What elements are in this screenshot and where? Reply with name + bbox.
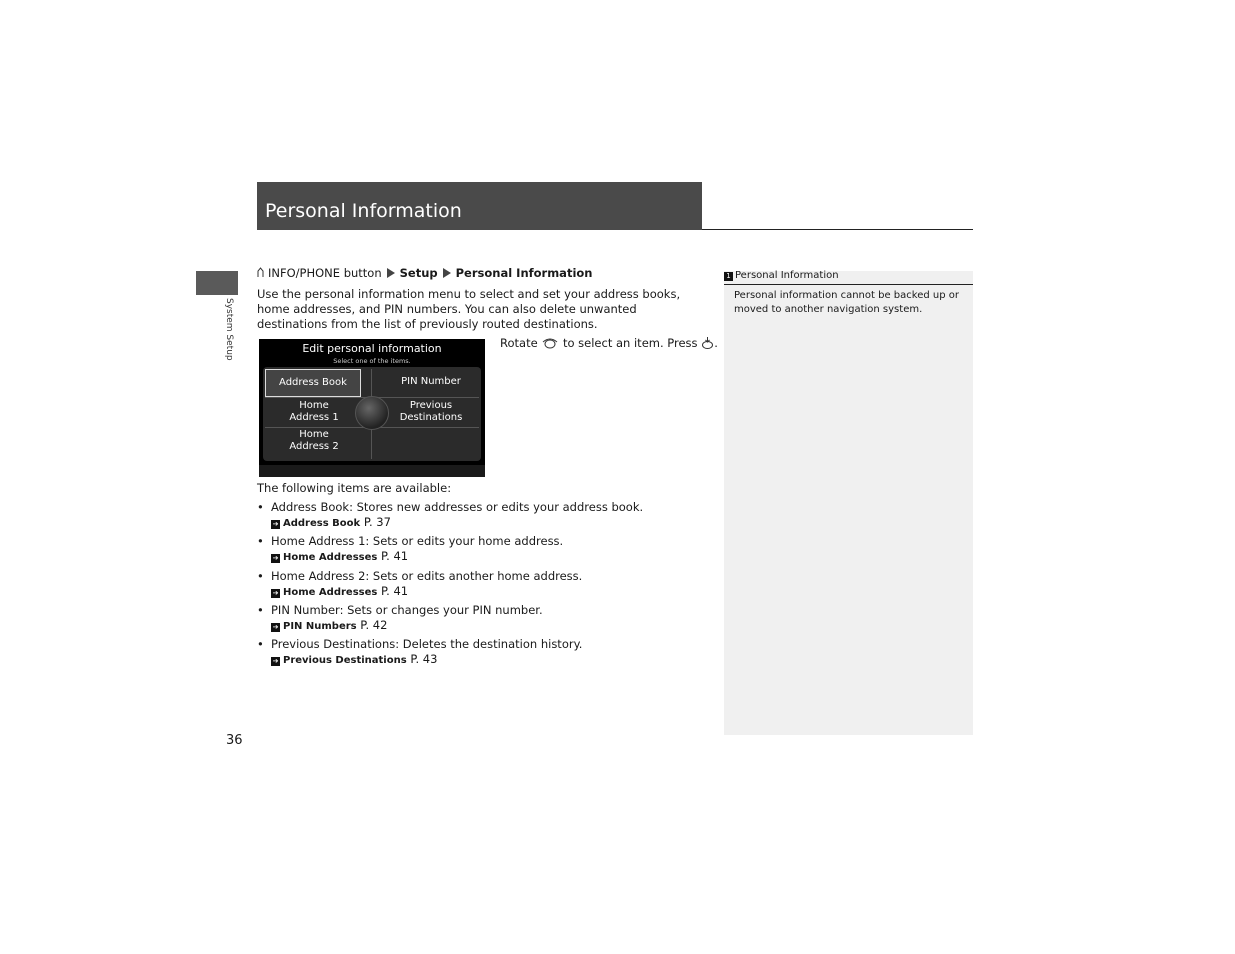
menu-item-home-address-2: [269, 429, 359, 453]
breadcrumb-start: INFO/PHONE button: [268, 266, 382, 280]
menu-item-label: Address 2: [289, 441, 339, 452]
item-desc: : Sets or edits your home address.: [365, 534, 564, 548]
side-note-panel: [724, 271, 973, 735]
ref-title: Address Book: [283, 518, 361, 529]
side-note-body: Personal information cannot be backed up or moved to another navigation system.: [734, 290, 959, 315]
item-name: Previous Destinations: [271, 637, 396, 651]
menu-item-label: Destinations: [399, 412, 463, 423]
side-note-heading: [724, 270, 839, 281]
side-tab-marker: [196, 271, 238, 295]
bullet-icon: •: [257, 603, 264, 617]
list-item: [257, 534, 563, 548]
nav-screen-illustration: [259, 339, 485, 477]
interface-dial-icon: [541, 337, 559, 349]
bullet-icon: •: [257, 569, 264, 583]
cross-ref-arrow-icon: ➔: [272, 554, 279, 562]
menu-item-previous-destinations: [379, 400, 483, 424]
screen-subtitle: Select one of the items.: [333, 357, 411, 365]
header-rule: [702, 229, 973, 230]
item-desc: : Sets or edits another home address.: [365, 569, 583, 583]
bullet-icon: •: [257, 534, 264, 548]
cross-reference-link[interactable]: [271, 515, 391, 529]
breadcrumb-arrow-icon: [387, 268, 395, 278]
rotate-text: .: [714, 336, 718, 350]
screen-title: Edit personal information: [302, 342, 442, 355]
item-name: PIN Number: [271, 603, 340, 617]
cross-ref-arrow-icon: ➔: [272, 520, 279, 528]
press-dial-icon: [701, 337, 714, 349]
item-name: Address Book: [271, 500, 350, 514]
menu-item-pin-number: PIN Number: [401, 376, 461, 387]
ref-page: P. 37: [360, 515, 391, 529]
ref-page: P. 41: [377, 584, 409, 598]
bullet-icon: •: [257, 500, 264, 514]
item-desc: : Stores new addresses or edits your address book.: [349, 500, 644, 514]
side-note-rule: [724, 284, 973, 285]
cross-reference-link[interactable]: [271, 549, 408, 563]
ref-title: Home Addresses: [283, 587, 378, 598]
ref-page: P. 43: [406, 652, 438, 666]
menu-item-label: Previous: [409, 400, 453, 411]
cross-reference-link[interactable]: [271, 584, 408, 598]
item-desc: : Deletes the destination history.: [395, 637, 583, 651]
item-name: Home Address 1: [271, 534, 366, 548]
menu-item-label: Address 1: [289, 412, 339, 423]
menu-item-label: Home: [299, 429, 329, 440]
cross-reference-link[interactable]: [271, 618, 387, 632]
ref-title: PIN Numbers: [283, 621, 357, 632]
rotate-text: Rotate: [500, 336, 538, 350]
note-marker-icon: 1: [724, 272, 733, 281]
menu-item-label: Address Book: [279, 377, 347, 388]
breadcrumb-step-personal: Personal Information: [455, 266, 593, 280]
page-title: Personal Information: [265, 200, 462, 222]
side-note-title: Personal Information: [735, 270, 839, 281]
ref-page: P. 41: [377, 549, 409, 563]
available-items-intro: The following items are available:: [257, 481, 452, 495]
menu-item-label: Home: [299, 400, 329, 411]
rotate-instruction: [500, 336, 718, 350]
screen-footer: [259, 465, 485, 477]
cross-ref-arrow-icon: ➔: [272, 589, 279, 597]
bullet-icon: •: [257, 637, 264, 651]
page-number: 36: [226, 733, 243, 748]
ref-title: Home Addresses: [283, 552, 378, 563]
list-item: [257, 637, 582, 651]
menu-item-home-address-1: [269, 400, 359, 424]
ref-page: P. 42: [356, 618, 388, 632]
list-item: [257, 500, 643, 514]
item-name: Home Address 2: [271, 569, 366, 583]
menu-item-address-book: [265, 369, 361, 397]
breadcrumb-arrow-icon: [443, 268, 451, 278]
cross-ref-arrow-icon: ➔: [272, 623, 279, 631]
breadcrumb: [257, 266, 592, 280]
list-item: [257, 603, 543, 617]
home-icon: [257, 267, 264, 278]
list-item: [257, 569, 582, 583]
cross-ref-arrow-icon: ➔: [272, 657, 279, 665]
rotate-text: to select an item. Press: [562, 336, 698, 350]
cross-reference-link[interactable]: [271, 652, 437, 666]
breadcrumb-step-setup: Setup: [399, 266, 438, 280]
ref-title: Previous Destinations: [283, 655, 407, 666]
item-desc: : Sets or changes your PIN number.: [339, 603, 543, 617]
intro-paragraph: Use the personal information menu to select and set your address books, home addresses, and PIN numbers. You can also delete unwanted destinations from the list of previously routed destinations.: [257, 287, 681, 332]
side-tab-label: System Setup: [224, 298, 234, 361]
